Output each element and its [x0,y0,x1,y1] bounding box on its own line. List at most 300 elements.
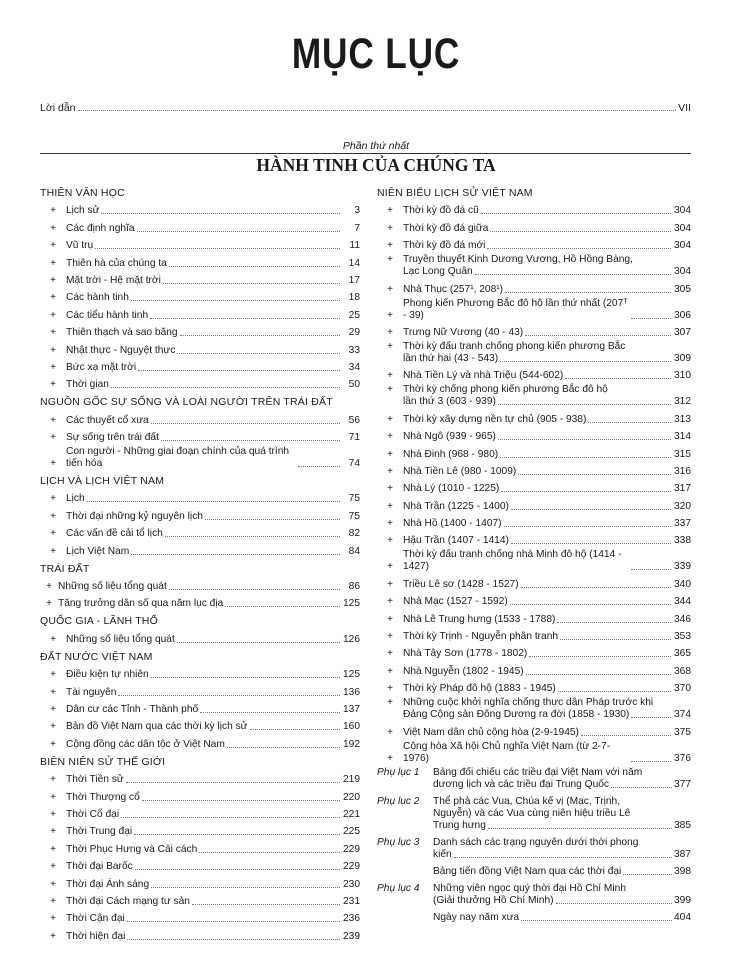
toc-entry[interactable] [40,376,360,393]
entry-page: 75 [348,510,360,522]
toc-entry[interactable] [40,578,360,595]
entry-page: 56 [348,414,360,426]
appendix-entry[interactable] [377,912,691,929]
section-heading: BIÊN NIÊN SỬ THẾ GIỚI [40,755,166,768]
leader-dots [611,787,672,788]
leader-dots [127,939,340,940]
toc-entry[interactable] [377,515,691,532]
leader-dots [565,378,671,379]
bullet-icon: + [50,738,56,750]
entry-page: 340 [674,578,691,590]
entry-page: 313 [674,413,691,425]
appendix-title-line: Bảng tiến đồng Việt Nam qua các thời đại [433,865,622,877]
toc-entry[interactable] [40,875,360,892]
appendix-entry[interactable] [377,796,691,837]
bullet-icon: + [387,254,393,266]
toc-entry[interactable] [40,858,360,875]
leader-dots [180,335,340,336]
entry-title: Thời Cận đại [66,913,125,925]
bullet-icon: + [387,726,393,738]
toc-entry[interactable] [40,771,360,788]
toc-entry[interactable] [377,610,691,627]
bullet-icon: + [387,535,393,547]
entry-title-line: Những cuộc khởi nghĩa chống thực dân Pháp trước khi [403,697,654,709]
toc-entry[interactable] [40,666,360,683]
bullet-icon: + [50,774,56,786]
entry-title: Nhà Hồ (1400 - 1407) [403,518,502,530]
bullet-icon: + [387,340,393,352]
entry-title: Tài nguyên [66,686,117,698]
toc-entry[interactable] [377,549,691,575]
leader-dots [138,370,340,371]
entry-page: 353 [674,631,691,643]
appendix-last-line [433,849,691,861]
toc-entry[interactable] [377,680,691,697]
entry-page: 34 [348,361,360,373]
entry-page: 14 [348,257,360,269]
leader-dots [498,404,671,405]
entry-body [403,697,691,721]
entry-title: Nhà Trần (1225 - 1400) [403,500,509,512]
entry-title: Những số liệu tổng quát [66,633,175,645]
entry-page: 33 [348,344,360,356]
bullet-icon: + [50,843,56,855]
bullet-icon: + [50,895,56,907]
appendix-page: 398 [674,865,691,877]
leader-dots [121,817,340,818]
entry-title: Triều Lê sơ (1428 - 1527) [403,578,519,590]
bullet-icon: + [387,631,393,643]
entry-title: Vũ trụ [66,240,94,252]
bullet-icon: + [387,431,393,443]
appendix-last-line [433,895,691,907]
leader-dots [101,213,340,214]
toc-entry[interactable] [377,384,691,410]
leader-dots [510,604,671,605]
toc-entry[interactable] [40,718,360,735]
bullet-icon: + [387,683,393,695]
toc-entry[interactable] [377,723,691,740]
entry-page: 338 [674,535,691,547]
leader-dots [560,639,671,640]
entry-page: 304 [674,266,691,278]
bullet-icon: + [50,686,56,698]
entry-title: Hậu Trần (1407 - 1414) [403,535,509,547]
entry-title: Nhà Lý (1010 - 1225) [403,483,500,495]
toc-entry[interactable] [40,542,360,559]
section-heading: QUỐC GIA - LÃNH THỔ [40,615,158,628]
toc-entry[interactable] [40,289,360,306]
entry-title-line: Lạc Long Quân [403,266,473,278]
entry-page: 225 [343,826,360,838]
entry-page: 74 [348,458,360,470]
toc-entry[interactable] [377,445,691,462]
entry-title: Nhà Lê Trung hưng (1533 - 1788) [403,613,556,625]
entry-title: Thời Trung đại [66,826,133,838]
appendix-title-line: kiến [433,848,452,860]
leader-dots [126,782,340,783]
leader-dots [504,526,671,527]
toc-entry[interactable] [40,429,360,446]
entry-title: Tăng trưởng dân số qua năm lục địa [58,598,224,610]
leader-dots [131,554,340,555]
leader-dots [200,712,340,713]
leader-dots [227,747,340,748]
leader-dots [525,335,671,336]
entry-title: Những số liệu tổng quát [58,581,167,593]
toc-entry[interactable] [40,630,360,647]
bullet-icon: + [50,379,56,391]
entry-title: Lịch Việt Nam [66,545,130,557]
entry-body [403,341,691,365]
intro-page: VII [678,102,691,114]
entry-title: Các tiểu hành tinh [66,309,149,321]
entry-title: Các hành tinh [66,292,129,304]
entry-title: Thời kỳ đồ đá mới [403,240,486,252]
appendix-title-line: Ngày nay năm xưa [433,911,520,923]
entry-page: 312 [674,396,691,408]
toc-entry[interactable] [40,788,360,805]
toc-entry[interactable] [377,280,691,297]
toc-entry[interactable] [377,662,691,679]
bullet-icon: + [50,826,56,838]
bullet-icon: + [50,309,56,321]
appendix-last-line [433,779,691,791]
entry-page: 160 [343,721,360,733]
leader-dots [137,231,340,232]
entry-page: 320 [674,500,691,512]
bullet-icon: + [50,669,56,681]
entry-title: Nhà Ngô (939 - 965) [403,431,496,443]
leader-dots [177,642,340,643]
entry-title: Nhà Tây Sơn (1778 - 1802) [403,648,528,660]
entry-title: Nhà Tiền Lê (980 - 1009) [403,465,517,477]
toc-entry[interactable] [40,237,360,254]
bullet-icon: + [387,205,393,217]
entry-title: Thời đại những kỷ nguyên lịch [66,510,203,522]
bullet-icon: + [50,240,56,252]
leader-dots [199,852,340,853]
bullet-icon: + [50,493,56,505]
entry-title: Thời kỳ đấu tranh chống nhà Minh đô hộ (1414 - 1427) [403,549,622,573]
entry-title: Nhật thực - Nguyệt thực [66,344,176,356]
toc-entry[interactable] [40,507,360,524]
leader-dots [631,717,671,718]
appendix-page: 399 [674,894,691,906]
bullet-icon: + [50,361,56,373]
entry-page: 344 [674,596,691,608]
appendix-page: 385 [674,819,691,831]
entry-page: 230 [343,878,360,890]
leader-dots [588,422,671,423]
appendix-title-line: Những viên ngọc quý thời đại Hồ Chí Minh [433,882,627,894]
entry-page: 304 [674,240,691,252]
toc-entry[interactable] [40,254,360,271]
section-heading: THIÊN VĂN HỌC [40,187,125,199]
right-column [377,184,691,929]
entry-title: Dân cư các Tỉnh - Thành phố [66,703,199,715]
toc-entry[interactable] [377,254,691,280]
toc-entry[interactable] [377,628,691,645]
bullet-icon: + [387,518,393,530]
entry-page: 17 [348,274,360,286]
entry-page: 71 [348,432,360,444]
leader-dots [487,248,671,249]
appendix-entry[interactable] [377,837,691,866]
entry-title: Nhà Mạc (1527 - 1592) [403,596,508,608]
toc-entry[interactable] [377,697,691,723]
bullet-icon: + [387,465,393,477]
bullet-icon: + [387,613,393,625]
toc-entry[interactable] [40,893,360,910]
bullet-icon: + [387,448,393,460]
entry-page: 136 [343,686,360,698]
entry-title: Mặt trời - Hệ mặt trời [66,274,161,286]
bullet-icon: + [50,292,56,304]
leader-dots [111,387,340,388]
appendix-entry[interactable] [377,866,691,883]
toc-entry[interactable] [40,735,360,752]
toc-entry[interactable] [40,595,360,612]
leader-dots [498,439,671,440]
toc-entry[interactable] [377,341,691,367]
leader-dots [250,729,341,730]
toc-entry[interactable] [40,341,360,358]
leader-dots [623,874,672,875]
leader-dots [526,674,671,675]
entry-page: 368 [674,665,691,677]
leader-dots [511,543,671,544]
toc-entry[interactable] [40,840,360,857]
entry-page: 365 [674,648,691,660]
leader-dots [95,248,340,249]
leader-dots [556,903,672,904]
bullet-icon: + [46,598,52,610]
toc-entry[interactable] [377,645,691,662]
bullet-icon: + [387,370,393,382]
leader-dots [151,423,340,424]
leader-dots [142,800,340,801]
appendix-body [433,767,691,791]
bullet-icon: + [387,500,393,512]
leader-dots [505,292,671,293]
entry-page: 125 [343,669,360,681]
bullet-icon: + [50,274,56,286]
toc-entry[interactable] [40,306,360,323]
leader-dots [501,491,671,492]
entry-page: 374 [674,709,691,721]
entry-page: 75 [348,493,360,505]
leader-dots [557,622,671,623]
toc-entry[interactable] [377,324,691,341]
bullet-icon: + [50,458,56,470]
toc-entry[interactable] [40,490,360,507]
bullet-icon: + [50,257,56,269]
entry-page: 25 [348,309,360,321]
leader-dots [298,466,340,467]
bullet-icon: + [387,578,393,590]
entry-page: 137 [343,703,360,715]
leader-dots [151,887,340,888]
leader-dots [163,283,340,284]
entry-title-line: Thời kỳ đấu tranh chống phong kiến phương Bắc [403,340,626,352]
leader-dots [135,869,340,870]
appendix-entry[interactable] [377,767,691,796]
entry-page: 346 [674,613,691,625]
entry-title: Bản đồ Việt Nam qua các thời kỳ lịch sử [66,721,248,733]
part-label: Phần thứ nhất [342,140,410,152]
toc-entry[interactable] [377,410,691,427]
appendix-last-line [433,820,691,832]
appendix-entry[interactable] [377,883,691,912]
bullet-icon: + [387,326,393,338]
toc-entry[interactable] [40,806,360,823]
leader-dots [521,920,672,921]
entry-title: Việt Nam dân chủ cộng hòa (2-9-1945) [403,726,579,738]
bullet-icon: + [50,913,56,925]
leader-dots [118,695,340,696]
entry-title: Thời Tiền sử [66,774,124,786]
appendix-title-line: Nguyễn) và các Vua cùng niên hiệu triều Lê [433,807,631,819]
entry-title: Thời kỳ đồ đá cũ [403,205,479,217]
toc-entry[interactable] [40,910,360,927]
bullet-icon: + [387,283,393,295]
entry-title: Thời kỳ Pháp đô hộ (1883 - 1945) [403,683,556,695]
toc-entry[interactable] [377,463,691,480]
entry-title: Nhà Nguyễn (1802 - 1945) [403,665,524,677]
toc-entry[interactable] [40,324,360,341]
leader-dots [131,300,340,301]
entry-title: Thời kỳ đồ đá giữa [403,222,489,234]
toc-entry[interactable] [40,683,360,700]
toc-entry[interactable] [40,446,360,472]
toc-entry[interactable] [377,741,691,767]
section-heading: NIÊN BIỂU LỊCH SỬ VIỆT NAM [377,187,533,199]
appendix-title-line: Thể phả các Vua, Chúa kế vị (Mạc, Trịnh, [433,795,621,807]
toc-entry[interactable] [40,219,360,236]
intro-entry[interactable] [40,102,691,114]
toc-entry[interactable] [40,525,360,542]
entry-page: 50 [348,379,360,391]
toc-entry[interactable] [40,202,360,219]
entry-page: 126 [343,633,360,645]
leader-dots [488,828,672,829]
leader-dots [518,474,671,475]
leader-dots [150,318,340,319]
section-heading: TRÁI ĐẤT [40,562,90,575]
leader-dots [87,501,340,502]
leader-dots [78,110,677,111]
entry-page: 18 [348,292,360,304]
leader-dots [225,606,340,607]
bullet-icon: + [50,545,56,557]
appendix-label: Phụ lục 4 [377,882,420,894]
toc-entry[interactable] [377,593,691,610]
entry-title: Lịch [66,493,85,505]
entry-body [403,254,691,278]
appendix-title-line: (Giải thưởng Hồ Chí Minh) [433,894,554,906]
toc-entry[interactable] [377,219,691,236]
appendix-title-line: Danh sách các trạng nguyên dưới thời phong [433,836,639,848]
bullet-icon: + [50,510,56,522]
entry-page: 307 [674,326,691,338]
toc-entry[interactable] [377,532,691,549]
entry-last-line [403,266,691,278]
entry-title: Các định nghĩa [66,222,135,234]
toc-entry[interactable] [40,359,360,376]
toc-entry[interactable] [377,497,691,514]
entry-title-line: Truyền thuyết Kinh Dương Vương, Hồ Hồng Bàng, [403,254,633,266]
bullet-icon: + [50,205,56,217]
entry-body [403,384,691,408]
bullet-icon: + [50,633,56,645]
appendix-label [377,912,433,924]
entry-title: Các thuyết cổ xưa [66,414,149,426]
bullet-icon: + [50,791,56,803]
toc-entry[interactable] [377,237,691,254]
leader-dots [500,361,671,362]
entry-page: 192 [343,738,360,750]
entry-page: 219 [343,774,360,786]
leader-dots [581,735,671,736]
entry-title: Thời đại Cách mạng tư sản [66,895,190,907]
toc-entry[interactable] [377,428,691,445]
toc-entry[interactable] [377,298,691,324]
section-heading: LỊCH VÀ LỊCH VIỆT NAM [40,475,165,488]
bullet-icon: + [50,721,56,733]
entry-page: 239 [343,930,360,942]
toc-entry[interactable] [377,202,691,219]
toc-entry[interactable] [40,272,360,289]
toc-entry[interactable] [40,701,360,718]
entry-title: Các vấn đề cải tổ lịch [66,528,163,540]
toc-entry[interactable] [377,575,691,592]
bullet-icon: + [387,384,393,396]
leader-dots [558,691,671,692]
appendix-page: 404 [674,911,691,923]
entry-page: 29 [348,327,360,339]
leader-dots [529,656,671,657]
toc-entry[interactable] [40,927,360,944]
entry-title-line: lần thứ hai (43 - 543) [403,352,499,364]
part-title: HÀNH TINH CỦA CHÚNG TA [256,155,496,175]
toc-entry[interactable] [40,411,360,428]
entry-page: 7 [354,222,360,234]
appendix-body [433,883,691,907]
left-column [40,184,360,945]
leader-dots [490,231,671,232]
entry-page: 221 [343,808,360,820]
bullet-icon: + [50,528,56,540]
bullet-icon: + [50,222,56,234]
toc-entry[interactable] [377,367,691,384]
intro-label: Lời dẫn [40,102,76,114]
leader-dots [511,509,671,510]
entry-title: Thời đại Ánh sáng [66,878,150,890]
bullet-icon: + [387,665,393,677]
entry-title: Thời gian [66,379,109,391]
toc-entry[interactable] [377,480,691,497]
leader-dots [631,318,671,319]
entry-last-line [403,709,691,721]
part-divider [40,153,691,154]
toc-entry[interactable] [40,823,360,840]
entry-title: Cộng đồng các dân tộc ở Việt Nam [66,738,225,750]
entry-page: 314 [674,431,691,443]
entry-title: Điều kiện tự nhiên [66,669,149,681]
page-title: MỤC LỤC [291,30,461,78]
entry-page: 310 [674,370,691,382]
